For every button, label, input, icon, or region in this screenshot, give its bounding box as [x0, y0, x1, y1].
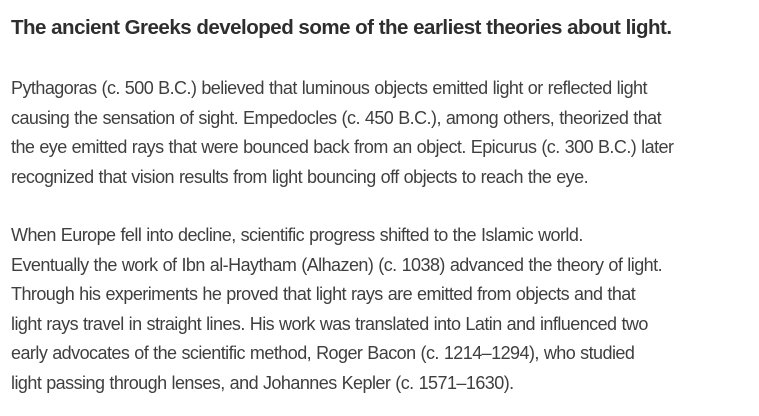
- paragraph-line: Eventually the work of Ibn al-Haytham (Alhazen) (c. 1038) advanced the theory of light.: [11, 254, 663, 275]
- article-heading: The ancient Greeks developed some of the earliest theories about light.: [11, 16, 672, 39]
- paragraph-line: When Europe fell into decline, scientific progress shifted to the Islamic world.: [11, 225, 583, 245]
- paragraph-line: light passing through lenses, and Johannes Kepler (c. 1571–1630).: [11, 372, 514, 393]
- paragraph-line: Pythagoras (c. 500 B.C.) believed that luminous objects emitted light or reflected light: [11, 78, 647, 98]
- paragraph-greeks: [11, 74, 751, 192]
- paragraph-line: causing the sensation of sight. Empedocles (c. 450 B.C.), among others, theorized that: [11, 107, 662, 128]
- paragraph-line: recognized that vision results from light bouncing off objects to reach the eye.: [11, 166, 589, 187]
- paragraph-line: light rays travel in straight lines. His work was translated into Latin and influenced two: [11, 313, 648, 334]
- paragraph-line: Through his experiments he proved that light rays are emitted from objects and that: [11, 284, 636, 304]
- paragraph-line: early advocates of the scientific method, Roger Bacon (c. 1214–1294), who studied: [11, 343, 635, 363]
- paragraph-line: the eye emitted rays that were bounced back from an object. Epicurus (c. 300 B.C.) later: [11, 137, 674, 157]
- paragraph-islamic-world: [11, 221, 751, 398]
- article-content: [11, 0, 751, 398]
